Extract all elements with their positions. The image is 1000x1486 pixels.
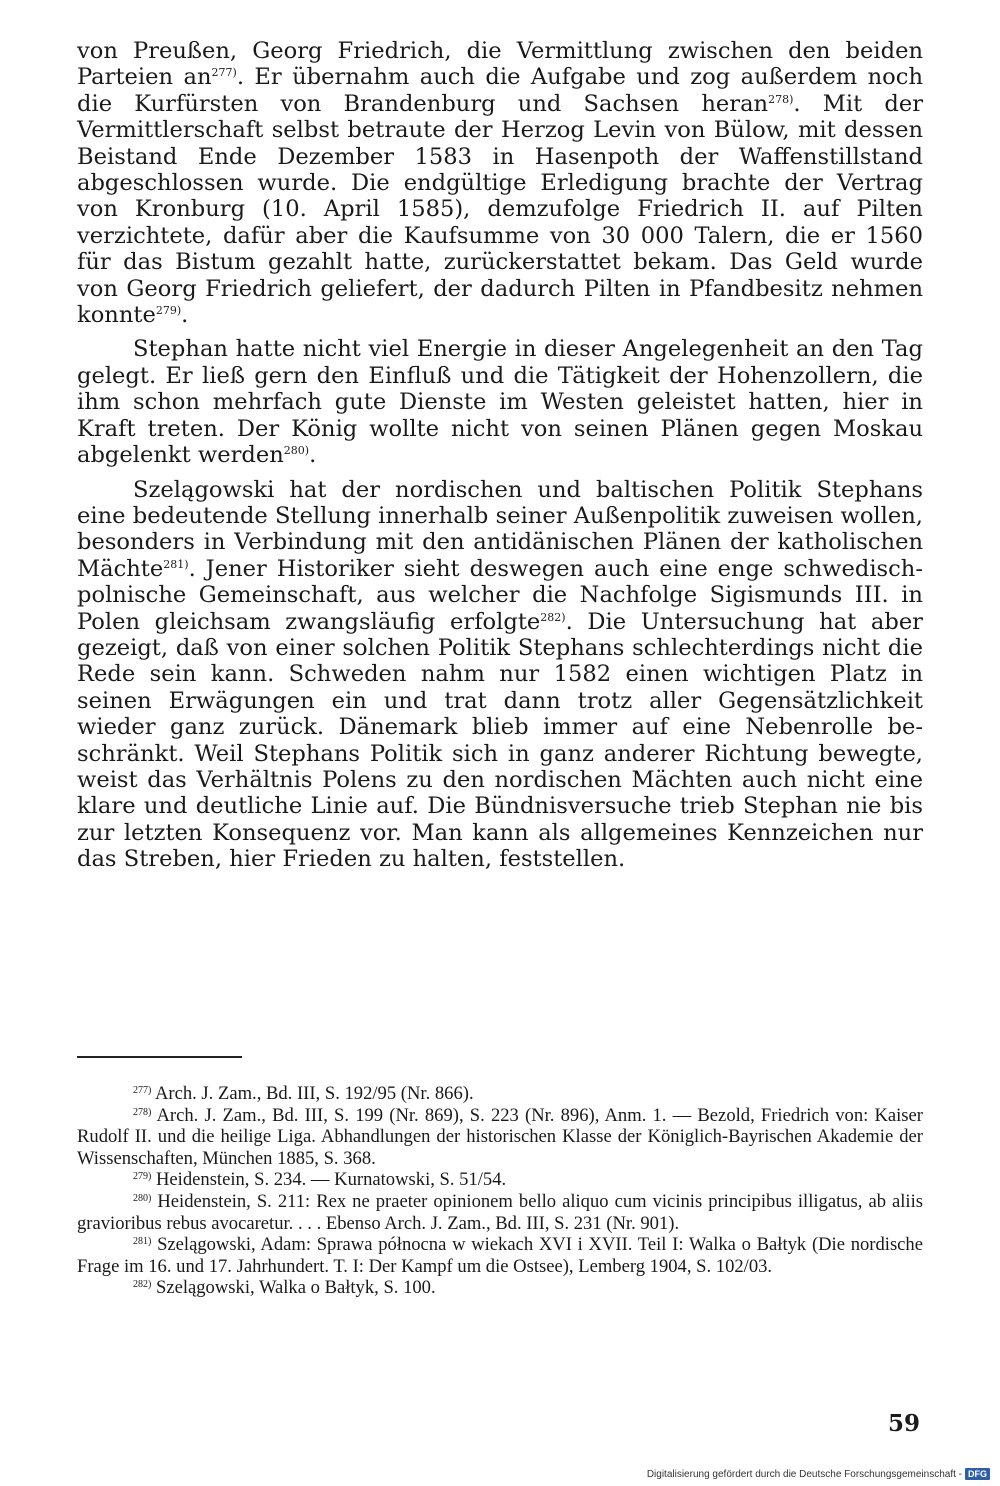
paragraph (77, 477, 923, 873)
footnote (77, 1083, 923, 1105)
dfg-logo: DFG (965, 1468, 990, 1480)
paragraph (77, 336, 923, 468)
page-body (77, 38, 923, 873)
footnote-reference: 278) (768, 92, 794, 106)
footnotes (77, 1083, 923, 1299)
paragraph-text: . Jener Historiker sieht deswegen auch eine enge schwedisch-polnische Gemeinschaft, aus welcher die Nachfolge Sigismunds III. in Polen gleichsam zwangsläufig erfolgte (77, 555, 923, 635)
footnote-number: 279) (133, 1171, 152, 1183)
paragraph-text: . Mit der Vermittlerschaft selbst betraute der Herzog Levin von Bülow, mit dessen Beistand Ende Dezember 1583 in Hasenpoth der Waffenstillstand abgeschlossen wurde. Die endgültige Erledigung brachte der Vertrag von Kronburg (10. April 1585), demzufolge Friedrich II. auf Pilten verzichtete, dafür aber die Kaufsumme von 30 000 Talern, die er 1560 für das Bistum gezahlt hatte, zurückerstattet bekam. Das Geld wurde von Georg Friedrich geliefert, der dadurch Pilten in Pfandbesitz nehmen konnte (77, 90, 923, 329)
footnote-number: 280) (133, 1192, 152, 1204)
page-number: 59 (887, 1410, 920, 1437)
paragraph-text: . Er übernahm auch die Aufgabe und zog außerdem noch die Kurfürsten von Brandenburg und Sachsen heran (77, 64, 923, 117)
footnote-text: Heidenstein, S. 234. — Kurnatowski, S. 51/54. (156, 1169, 507, 1191)
footnote-reference: 279) (155, 304, 182, 318)
footnote-number: 281) (133, 1236, 152, 1248)
paragraph (77, 38, 923, 328)
footnote-number: 277) (133, 1085, 152, 1096)
paragraph-text: . Die Untersuchung hat aber gezeigt, daß von einer solchen Politik Stephans schlechterdings nicht die Rede sein kann. Schweden nahm nur 1582 einen wichtigen Platz in seinen Erwägungen ein und trat dann trotz aller Gegensätzlichkeit wieder ganz zurück. Dänemark blieb immer auf eine Nebenrolle beschränkt. Weil Stephans Politik sich in ganz anderer Richtung bewegte, weist das Verhältnis Polens zu den nordischen Mächten auch nicht eine klare und deutliche Linie auf. Die Bündnisversuche trieb Stephan nie bis zur letzten Konsequenz vor. Man kann als allgemeines Kennzeichen nur das Streben, hier Frieden zu halten, feststellen. (77, 608, 923, 873)
paragraph-text: Stephan hatte nicht viel Energie in dieser Angelegenheit an den Tag gelegt. Er ließ gern den Einfluß und die Tätigkeit der Hohenzollern, die ihm schon mehrfach gute Dienste im Westen geleistet hatten, hier in Kraft treten. Der König wollte nicht von seinen Plänen gegen Moskau abgelenkt werden (77, 336, 923, 469)
paragraph-text: . (309, 442, 317, 469)
paragraph-text: Szelągowski hat der nordischen und baltischen Politik Stephans eine bedeutende Stellung innerhalb seiner Außenpolitik zuweisen wollen, besonders in Verbindung mit den antidänischen Plänen der katholischen Mächte (77, 476, 923, 582)
footnote (77, 1105, 923, 1170)
footnote-text: Szelągowski, Walka o Bałtyk, S. 100. (156, 1277, 436, 1299)
footnote-reference: 282) (540, 610, 566, 624)
footnote-number: 278) (133, 1106, 152, 1118)
footnote-reference: 277) (211, 66, 237, 80)
paragraph-text: von Preußen, Georg Friedrich, die Vermittlung zwischen den beiden Parteien an (77, 38, 923, 91)
paragraph-text: . (181, 302, 189, 329)
footnote (77, 1169, 923, 1191)
footnote-reference: 281) (163, 557, 189, 571)
footnote-text: Heidenstein, S. 211: Rex ne praeter opinionem bello aliquo cum vicinis principibus illigatus, ab aliis gravioribus rebus avocaretur. . . . Ebenso Arch. J. Zam., Bd. III, S. 231 (Nr. 901). (77, 1190, 923, 1234)
footnote-text: Szelągowski, Adam: Sprawa północna w wiekach XVI i XVII. Teil I: Walka o Bałtyk (Die nordische Frage im 16. und 17. Jahrhundert. T. I: Der Kampf um die Ostsee), Lemberg 1904, S. 102/03. (77, 1234, 923, 1277)
footnote-text: Arch. J. Zam., Bd. III, S. 192/95 (Nr. 866). (154, 1083, 474, 1104)
footnote-number: 282) (133, 1279, 152, 1291)
main-text (77, 38, 923, 873)
credit-text: Digitalisierung gefördert durch die Deutsche Forschungsgemeinschaft - (646, 1468, 962, 1480)
footnote-text: Arch. J. Zam., Bd. III, S. 199 (Nr. 869), S. 223 (Nr. 896), Anm. 1. — Bezold, Friedrich von: Kaiser Rudolf II. und die heilige Liga. Abhandlungen der historischen Klasse der Königlich-Bayrischen Akademie der Wissenschaften, München 1885, S. 368. (77, 1104, 923, 1169)
footnote-divider (77, 1056, 242, 1058)
footnote (77, 1234, 923, 1277)
footnote (77, 1277, 923, 1299)
footnote (77, 1191, 923, 1234)
digitization-credit (647, 1468, 990, 1480)
footnote-reference: 280) (283, 444, 310, 458)
